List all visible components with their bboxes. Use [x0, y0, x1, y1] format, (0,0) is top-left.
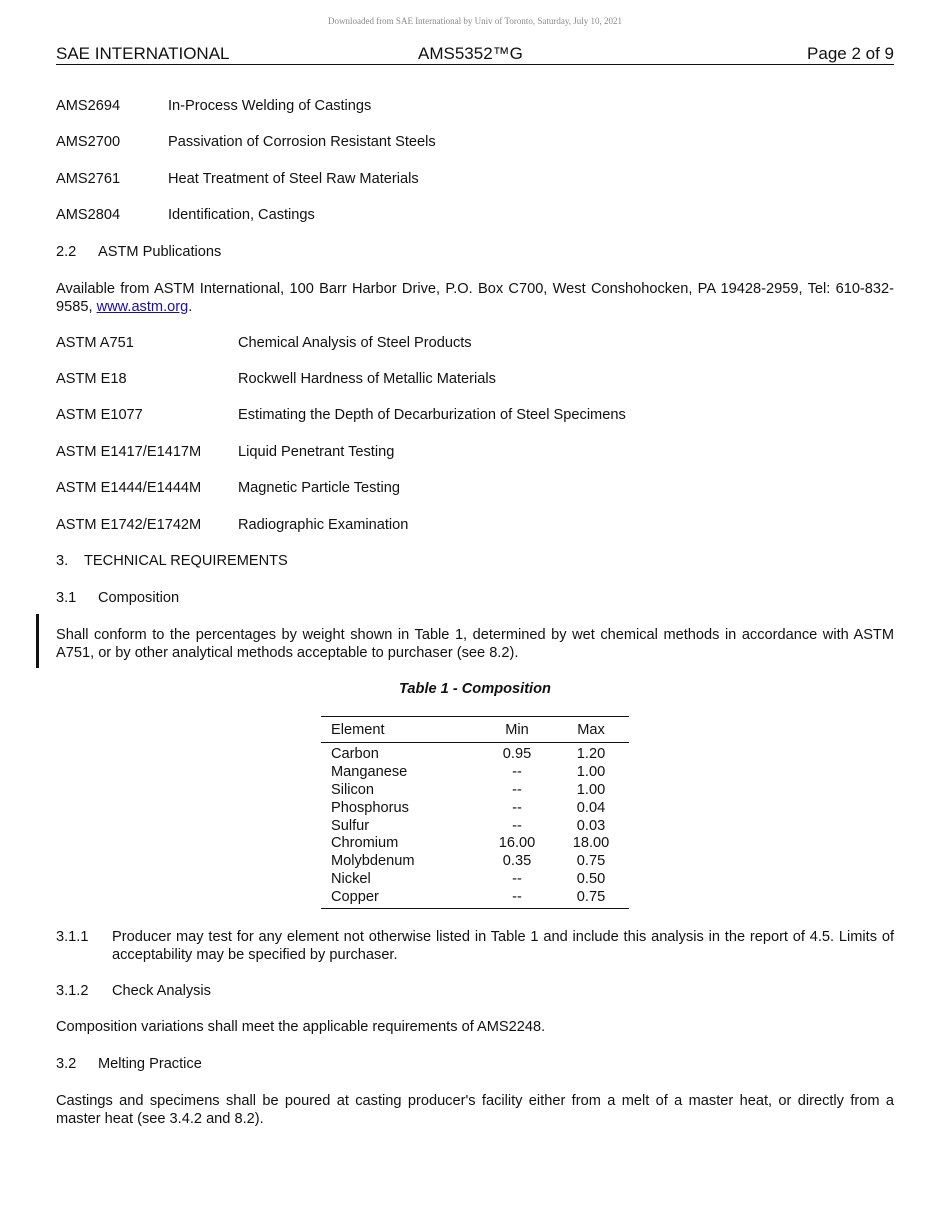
table-row: [321, 782, 629, 800]
cell-max: 0.75: [576, 853, 606, 870]
table-caption: Table 1 - Composition: [399, 681, 551, 697]
column-header-max: Max: [577, 722, 605, 738]
reference-title: In-Process Welding of Castings: [168, 98, 372, 114]
composition-paragraph: Shall conform to the percentages by weight shown in Table 1, determined by wet chemical methods in accordance with ASTM A751, or by other analytical methods acceptable to purchaser (see 8.2).: [56, 627, 894, 661]
reference-code: ASTM E18: [56, 371, 127, 387]
reference-title: Liquid Penetrant Testing: [238, 444, 395, 460]
reference-title: Identification, Castings: [168, 207, 315, 223]
cell-max: 1.00: [576, 763, 606, 780]
revision-change-bar: [36, 614, 39, 668]
cell-min: 16.00: [498, 835, 536, 852]
cell-element: Sulfur: [331, 817, 370, 834]
table-row: [321, 871, 629, 889]
reference-title: Estimating the Depth of Decarburization of Steel Specimens: [238, 407, 626, 423]
section-number: 2.2: [56, 244, 77, 260]
table-row: [321, 889, 629, 907]
section-title: Check Analysis: [112, 983, 211, 999]
reference-code: ASTM A751: [56, 335, 134, 351]
reference-code: AMS2700: [56, 134, 121, 150]
melting-practice-paragraph: Castings and specimens shall be poured at casting producer's facility either from a melt of a master heat, or directly from a master heat (see 3.4.2 and 8.2).: [56, 1093, 894, 1127]
cell-min: --: [512, 781, 522, 798]
cell-min: 0.95: [502, 746, 532, 762]
table-row: [321, 818, 629, 836]
reference-title: Radiographic Examination: [238, 517, 409, 533]
table-row: [321, 746, 629, 764]
column-header-min: Min: [505, 722, 529, 738]
section-title: Melting Practice: [98, 1056, 202, 1072]
reference-code: AMS2694: [56, 98, 121, 114]
reference-title: Heat Treatment of Steel Raw Materials: [168, 171, 419, 187]
column-header-element: Element: [331, 722, 385, 738]
cell-max: 0.03: [576, 817, 606, 834]
cell-max: 0.04: [576, 799, 606, 816]
reference-code: AMS2804: [56, 207, 121, 223]
section-number: 3.1.1: [56, 929, 89, 945]
composition-table: [321, 716, 629, 909]
numbered-item-3-1-1: [56, 928, 894, 968]
cell-max: 0.75: [576, 889, 606, 906]
header-page-number: Page 2 of 9: [807, 44, 894, 63]
download-watermark: Downloaded from SAE International by Univ of Toronto, Saturday, July 10, 2021: [327, 16, 623, 26]
reference-title: Chemical Analysis of Steel Products: [238, 335, 472, 351]
cell-max: 1.00: [576, 781, 606, 798]
cell-element: Manganese: [331, 763, 408, 780]
reference-code: ASTM E1742/E1742M: [56, 517, 202, 533]
item-text: Producer may test for any element not otherwise listed in Table 1 and include this analysis in the report of 4.5. Limits of acceptability may be specified by purchaser.: [112, 929, 894, 963]
cell-min: --: [512, 817, 522, 834]
reference-title: Rockwell Hardness of Metallic Materials: [238, 371, 496, 387]
reference-code: ASTM E1417/E1417M: [56, 444, 202, 460]
cell-element: Carbon: [331, 746, 379, 762]
reference-code: AMS2761: [56, 171, 121, 187]
section-number: 3.2: [56, 1056, 77, 1072]
cell-element: Chromium: [331, 835, 399, 852]
cell-max: 1.20: [576, 746, 606, 762]
table-row: [321, 835, 629, 853]
astm-availability-text: Available from ASTM International, 100 Barr Harbor Drive, P.O. Box C700, West Conshohocken, PA 19428-2959, Tel: 610-832-9585,: [56, 281, 894, 315]
cell-min: --: [512, 871, 522, 888]
table-row: [321, 853, 629, 871]
cell-min: --: [512, 763, 522, 780]
cell-min: 0.35: [502, 853, 532, 870]
astm-website-link[interactable]: www.astm.org: [96, 299, 189, 315]
header-org: SAE INTERNATIONAL: [56, 44, 230, 63]
cell-element: Nickel: [331, 871, 371, 888]
cell-min: --: [512, 799, 522, 816]
table-row: [321, 800, 629, 818]
astm-availability-paragraph: [56, 280, 894, 316]
cell-element: Copper: [331, 889, 379, 906]
reference-code: ASTM E1444/E1444M: [56, 480, 202, 496]
reference-title: Magnetic Particle Testing: [238, 480, 400, 496]
cell-max: 18.00: [572, 835, 610, 852]
cell-element: Silicon: [331, 781, 374, 798]
section-title: TECHNICAL REQUIREMENTS: [84, 553, 288, 569]
table-header-row: [321, 717, 629, 743]
check-analysis-paragraph: Composition variations shall meet the applicable requirements of AMS2248.: [56, 1019, 546, 1035]
cell-element: Phosphorus: [331, 799, 409, 816]
section-number: 3.1: [56, 590, 77, 606]
astm-availability-end: .: [188, 299, 193, 315]
section-title: Composition: [98, 590, 180, 606]
cell-min: --: [512, 889, 522, 906]
reference-code: ASTM E1077: [56, 407, 143, 423]
page-header: [56, 44, 894, 65]
reference-title: Passivation of Corrosion Resistant Steels: [168, 134, 436, 150]
cell-element: Molybdenum: [331, 853, 415, 870]
table-body: [321, 743, 629, 908]
cell-max: 0.50: [576, 871, 606, 888]
section-title: ASTM Publications: [98, 244, 222, 260]
table-row: [321, 764, 629, 782]
section-number: 3.1.2: [56, 983, 89, 999]
section-number: 3.: [56, 553, 69, 569]
header-doc-number: AMS5352™G: [418, 44, 523, 63]
